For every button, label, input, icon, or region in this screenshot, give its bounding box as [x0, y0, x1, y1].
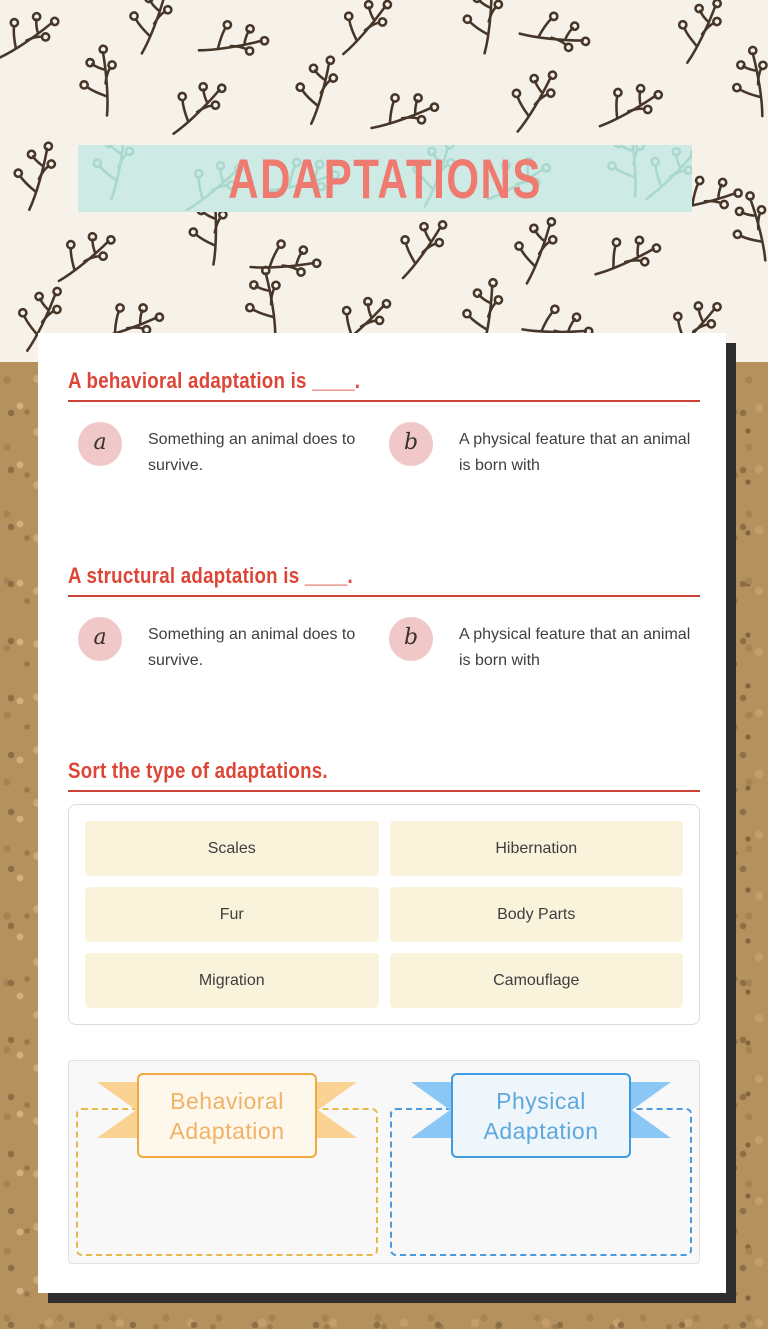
- ribbon-behavioral: [137, 1073, 317, 1158]
- answer-options: [68, 422, 700, 479]
- worksheet-card: [38, 333, 726, 1293]
- word-tile-fur[interactable]: Fur: [85, 887, 379, 942]
- option-letter-badge: a: [78, 617, 122, 661]
- page-title: ADAPTATIONS: [228, 147, 542, 210]
- question-prompt: A behavioral adaptation is ____.: [68, 368, 361, 393]
- option-letter-badge: b: [389, 617, 433, 661]
- option-text: Something an animal does to survive.: [148, 431, 356, 474]
- word-tile-camouflage[interactable]: Camouflage: [390, 953, 684, 1008]
- ribbon-physical: [451, 1073, 631, 1158]
- divider: [68, 595, 700, 597]
- option-letter-badge: b: [389, 422, 433, 466]
- option-b[interactable]: [389, 617, 700, 674]
- category-label: Behavioral Adaptation: [137, 1073, 317, 1158]
- question-behavioral: [68, 368, 700, 479]
- option-text: A physical feature that an animal is born with: [459, 431, 691, 474]
- answer-options: [68, 617, 700, 674]
- sort-activity: [68, 758, 700, 1264]
- option-text: A physical feature that an animal is born with: [459, 626, 691, 669]
- header-banner: [0, 0, 768, 362]
- question-prompt: Sort the type of adaptations.: [68, 758, 328, 783]
- drop-zone-physical[interactable]: [390, 1087, 692, 1256]
- word-bank: [68, 804, 700, 1025]
- word-tile-hibernation[interactable]: Hibernation: [390, 821, 684, 876]
- option-b[interactable]: [389, 422, 700, 479]
- divider: [68, 790, 700, 792]
- option-text: Something an animal does to survive.: [148, 626, 356, 669]
- divider: [68, 400, 700, 402]
- sort-drop-panel: [68, 1060, 700, 1264]
- word-tile-migration[interactable]: Migration: [85, 953, 379, 1008]
- word-tile-body-parts[interactable]: Body Parts: [390, 887, 684, 942]
- question-structural: [68, 563, 700, 674]
- option-letter-badge: a: [78, 422, 122, 466]
- question-prompt: A structural adaptation is ____.: [68, 563, 353, 588]
- word-tile-scales[interactable]: Scales: [85, 821, 379, 876]
- option-a[interactable]: [78, 422, 389, 479]
- category-label: Physical Adaptation: [451, 1073, 631, 1158]
- drop-zone-behavioral[interactable]: [76, 1087, 378, 1256]
- option-a[interactable]: [78, 617, 389, 674]
